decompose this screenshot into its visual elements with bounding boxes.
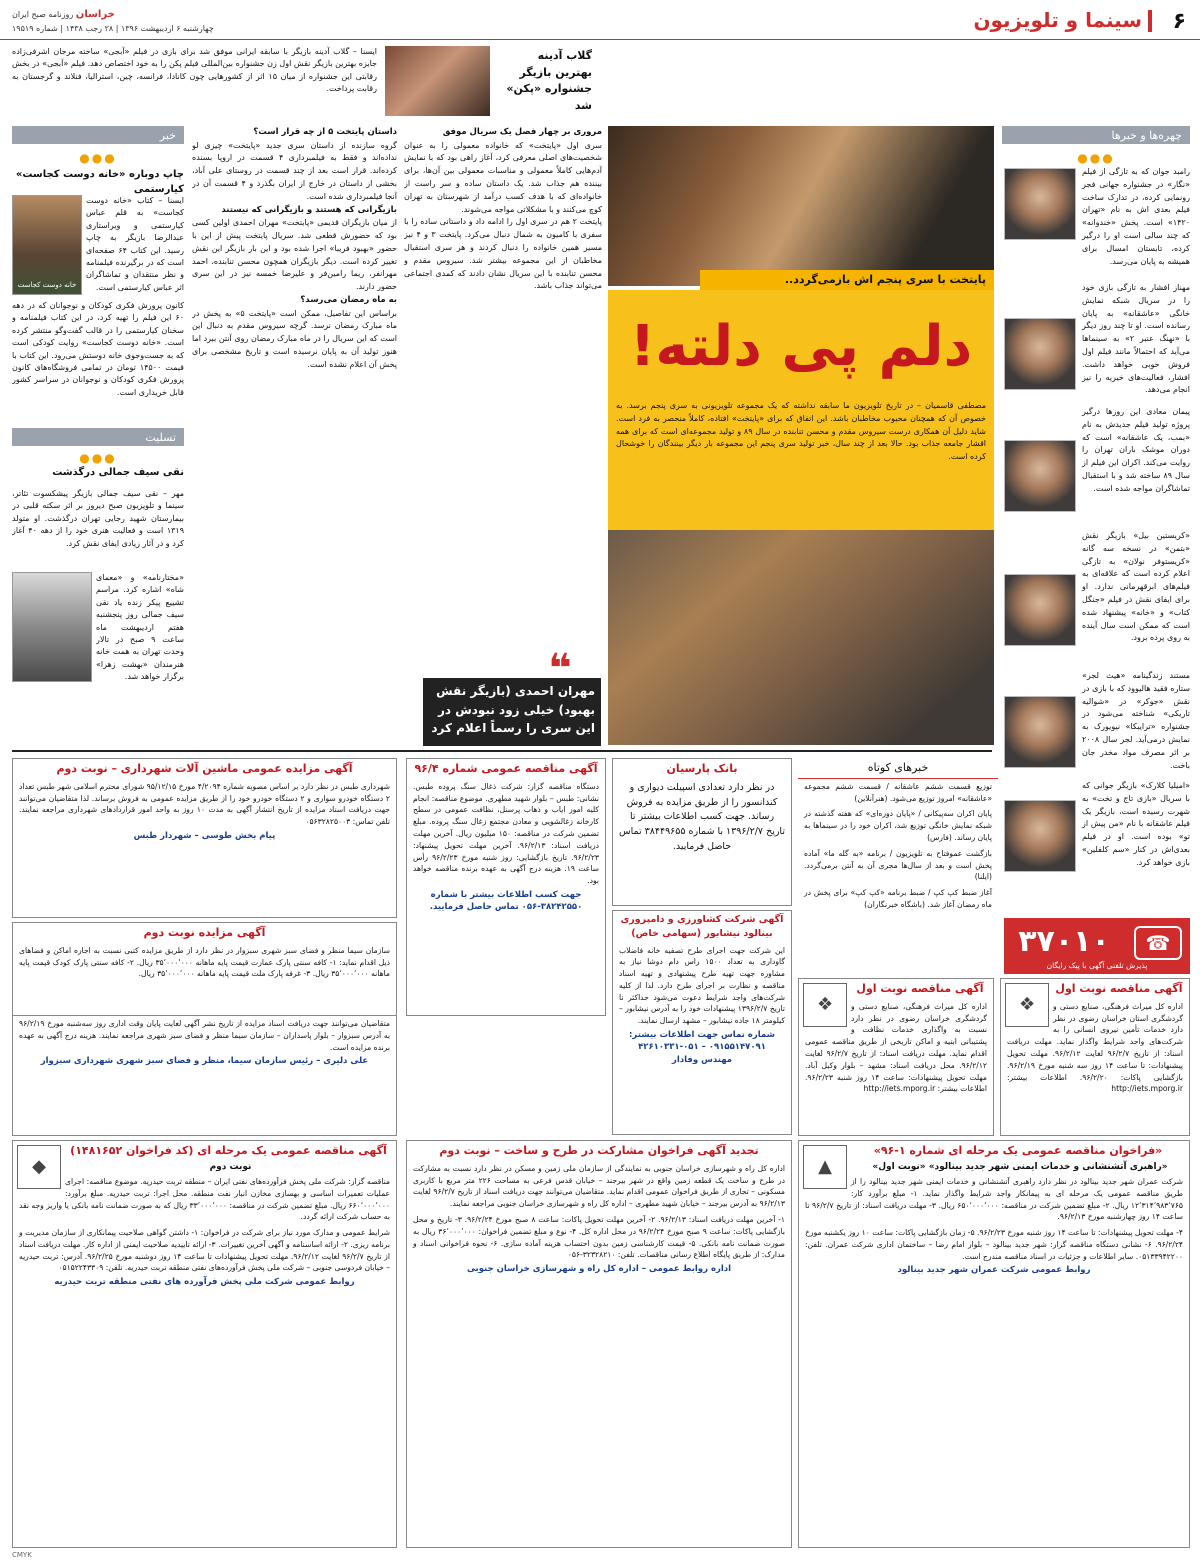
actress-photo: [385, 46, 490, 116]
section-accent-bar: [1148, 10, 1152, 32]
person-photo: [1004, 318, 1076, 390]
ad-auction-sabzevar: [12, 922, 397, 1016]
article-subhead: به ماه رمضان می‌رسد؟: [300, 294, 397, 305]
ad-bank-parsian: [612, 758, 792, 906]
people-dots: ●●●: [1077, 151, 1115, 165]
people-item: «امیلیا کلارک» بازیگر جوانی که با سریال «بازی تاج و تخت» به شهرت رسیده است، بازیگر یک فیلم عاشقانه با نام «من پیش از تو» بوده است. او در فیلم بعدی‌اش در کنار «سم کلفلین» بازی خواهد کرد.: [1082, 781, 1190, 867]
news-body-continued: کانون پرورش فکری کودکان و نوجوانان که در دهه ۶۰ این فیلم را تهیه کرد، در این کتاب فیلمنامه و سخنان کیارستمی را در قالب گفت‌وگو منتشر کرده است. «خانه دوست کجاست» روایت کودکی است که به جست‌وجوی خانه دوستش می‌رود. این کتاب با قیمت ۱۴۵۰۰ تومان در تمامی فروشگاه‌های کانون پرورش فکری کودکان و نوجوانان در سراسر کشور قابل خریداری است.: [12, 301, 184, 397]
book-cover-photo: [12, 195, 82, 295]
feature-top-photo: [608, 126, 994, 286]
heritage-logo-icon: ❖: [803, 983, 847, 1027]
people-item: پیمان معادی این روزها درگیر پروژه تولید فیلم جدیدش به نام «بمب، یک عاشقانه» است که دوران موشک باران تهران را روایت می‌کند. اکران این فیلم از سال ۸۹ ساخته شد و با استقبال تماشاگران مواجه شده است.: [1082, 407, 1190, 493]
ad-body: شرایط عمومی و مدارک مورد نیاز برای شرکت در فراخوان: ۱- داشتن گواهی صلاحیت پیمانکاری از سازمان مدیریت و برنامه ریزی. ۲- ارائه اساسنامه و آگهی آخرین تغییرات. ۳- ارائه تاییدیه صلاحیت ایمنی از اداره کار. مهلت دریافت اسناد از تاریخ ۹۶/۲/۷ لغایت ۹۶/۲/۱۲. مهلت تحویل پیشنهادات تا ساعت ۱۴ روز دوشنبه مورخ ۹۶/۲/۲۵. آدرس: تربت حیدریه – خیابان فردوسی جنوبی – شرکت ملی پخش فرآورده‌های نفتی منطقه تربت حیدریه. تلفن: ۰۵۱۵۲۲۴۳۳۰۹: [19, 1228, 390, 1273]
short-news-head: خبرهای کوتاه: [798, 758, 998, 779]
ad-tender-heritage-b: [1000, 978, 1190, 1136]
top-news-title: گلاب آدینه بهترین بازیگر جشنواره «پکن» شد: [506, 49, 592, 112]
ad-body: در نظر دارد تعدادی اسپیلت دیواری و کندانسور را از طریق مزایده به فروش رساند. جهت کسب اطلاعات بیشتر تا تاریخ ۱۳۹۶/۲/۷ با شماره ۳۸۴۴۹۶۵۵ تماس حاصل فرمایید.: [619, 781, 785, 852]
ad-body: شرکت عمران شهر جدید بینالود در نظر دارد راهبری آتشنشانی و خدمات ایمنی شهر جدید بینالود را از طریق مناقصه عمومی یک مرحله ای به پیمانکار واجد شرایط واگذار نماید. ۱- مبلغ برآورد کار: ۱۲٬۳۱۴٬۹۸۳٬۷۶۵ ریال. ۲- مبلغ تضمین شرکت در مناقصه: ۶۵۰٬۰۰۰٬۰۰۰ ریال. ۳- مهلت دریافت اسناد: از تاریخ ۹۶/۲/۷ تا ساعت ۱۴ روز چهارشنبه مورخ ۹۶/۲/۱۳.: [805, 1176, 1183, 1222]
person-photo: [1004, 800, 1076, 872]
ad-title: آگهی مناقصه نوبت اول: [1055, 982, 1183, 995]
people-item: رامبد جوان که به تازگی از فیلم «نگار» در جشنواره جهانی فجر رونمایی کرده، در تدارک ساخت فیلم بعدی اش به نام «تهران ۱۴۲۰» است. پخش «خندوانه» که چند سالی است او را درگیر کرده، تابستان امسال برای همیشه به پایان می‌رسد.: [1082, 167, 1190, 266]
section-divider: [12, 750, 992, 752]
short-news-item: پایان اکران سه‌پیکانی / «پایان دوره‌ای» که هفته گذشته در شبکه نمایش خانگی توزیع شد، اکران خود را در سینماها به پایان رساند. (فارس): [804, 809, 992, 842]
article-paragraph: از میان بازیگران قدیمی «پایتخت» مهران احمدی اولین کسی بود که حضورش قطعی شد. سریال پایتخت پیش از این با حضور «بهبود فریبا» اجرا شده بود و این بار بازیگر این نقش تغییر کرده است. دیگر بازیگران همچون محسن تنابنده، احمد مهرانفر، ریما رامین‌فر و علیرضا خمسه نیز در این سری حضور دارند.: [192, 218, 397, 292]
ad-binaloud-agri: [612, 910, 792, 1135]
brand-subtitle: روزنامه صبح ایران: [12, 10, 74, 19]
article-paragraph: براساس این تفاصیل، ممکن است «پایتخت ۵» به پخش در ماه مبارک رمضان نرسد. گرچه سیروس مقدم به دنبال این است که این سریال را در ماه مبارک رمضان روی آنتن ببرد اما هنوز تولید آن به پایان نرسیده است و تاریخ مشخصی برای پخش آن اعلام نشده است.: [192, 308, 397, 369]
condolence-section-head: تسلیت: [12, 428, 184, 446]
person-photo: [1004, 168, 1076, 240]
article-subhead: داستان پایتخت ۵ از چه قرار است؟: [253, 127, 397, 137]
ad-signature: روابط عمومی شرکت ملی پخش فرآورده های نفتی منطقه تربت حیدریه: [54, 1277, 355, 1288]
ad-signature: علی دلیری – رئیس سازمان سیما، منظر و فضای سبز شهری شهرداری سبزوار: [40, 1056, 369, 1067]
ad-body: اداره کل راه و شهرسازی خراسان جنوبی به نمایندگی از سازمان ملی زمین و مسکن در نظر دارد نسبت به مشارکت در طرح و ساخت یک قطعه زمین واقع در شهر بیرجند – خیابان قدس فرعی به مساحت ۲۲۶ متر مربع با کاربری مسکونی – تجاری از طریق فراخوان عمومی اقدام نماید. متقاضیان می‌توانند جهت دریافت اسناد از تاریخ ۹۶/۲/۷ لغایت ۹۶/۲/۱۳ به آدرس بیرجند – خیابان شهید مطهری – اداره کل راه و شهرسازی خراسان جنوبی مراجعه نمایند.: [413, 1163, 785, 1209]
news-body: ایسنا – کتاب «خانه دوست کجاست» به قلم عباس کیارستمی و ویراستاری عبدالرضا بازیگر به چاپ رسید. این کتاب ۶۴ صفحه‌ای است که در برگیرنده فیلمنامه و نظر منتقدان و تماشاگران اثر عباس کیارستمی است.: [86, 196, 184, 292]
ad-body: شهرداری طبس در نظر دارد بر اساس مصوبه شماره ۴/۲۰۹۴ مورخ ۹۵/۱۲/۱۵ شورای محترم اسلامی شهر طبس تعداد ۲ دستگاه خودرو سواری و ۲ دستگاه خودرو خود را از طریق مزایده عمومی به فروش برساند. لذا متقاضیان می‌توانند جهت دریافت اسناد مزایده از تاریخ انتشار آگهی به مدت ۱۰ روز به واحد امور قراردادهای شهرداری مراجعه نمایند. تلفن تماس: ۰۵۶۳۲۸۲۵۰۰۳: [19, 781, 391, 827]
color-registration-mark: CMYK: [12, 1551, 32, 1558]
ad-title: آگهی مزایده عمومی ماشین آلات شهرداری – نوبت دوم: [56, 762, 353, 775]
article-subhead: بازیگرانی که هستند و بازیگرانی که نیستند: [221, 204, 397, 215]
phone-icon: ☎: [1134, 926, 1182, 960]
ad-body: ۴- مهلت تحویل پیشنهادات: تا ساعت ۱۴ روز شنبه مورخ ۹۶/۲/۲۳. ۵- زمان بازگشایی پاکات: ساعت ۱۰ روز یکشنبه مورخ ۹۶/۲/۲۴. ۶- نشانی دستگاه مناقصه گزار: شهر جدید بینالود – بلوار امام رضا – ساختمان اداری شرکت عمران. تلفن: ۰۵۱۳۳۹۴۲۲۰۰. سایر اطلاعات و جزئیات در اسناد مناقصه مندرج است.: [805, 1228, 1184, 1261]
condolence-body-continued: «مختارنامه» و «معمای شاه» اشاره کرد. مراسم تشییع پیکر زنده یاد نقی سیف جمالی روز پنجشنبه هفتم اردیبهشت ماه ساعت ۹ صبح در تالار وحدت تهران به همت خانه هنرمندان «بهشت زهرا» برگزار خواهد شد.: [96, 573, 184, 682]
ad-title: آگهی مناقصه عمومی یک مرحله ای (کد فراخوان ۱۴۸۱۶۵۲): [70, 1144, 387, 1157]
ad-signature: روابط عمومی شرکت عمران شهر جدید بینالود: [897, 1265, 1091, 1276]
ad-body: دستگاه مناقصه گزار: شرکت ذغال سنگ پروده طبس. نشانی: طبس – بلوار شهید مطهری. موضوع مناقصه: انجام کلیه امور ایاب و ذهاب پرسنل، نظافت عمومی در سطح کارخانه زغالشویی و معادن مجتمع زغال سنگ پروده. مبلغ تضمین شرکت در مناقصه: ۱۵۰ میلیون ریال. آخرین مهلت دریافت اسناد: ۹۶/۲/۱۳. آخرین مهلت تحویل پیشنهاد: ۹۶/۲/۲۳. تاریخ بازگشایی: روز شنبه مورخ ۹۶/۲/۲۳ رأس ساعت ۱۹. هزینه درج آگهی به عهده برنده مناقصه خواهد بود.: [413, 781, 600, 886]
feature-kicker: پایتخت با سری پنجم اش بازمی‌گردد..: [700, 270, 994, 290]
feature-headline: دلم پی دلته!: [629, 314, 973, 379]
ad-auction-sabzevar-continued: [12, 1016, 397, 1136]
top-news-body: ایسنا – گلاب آدینه بازیگر با سابقه ایرانی موفق شد برای بازی در فیلم «آبجی» ساخته مرجان اشرفی‌زاده جایزه بهترین بازیگر نقش اول زن جشنواره بین‌المللی فیلم پکن را به خود اختصاص دهد. فیلم «آبجی» در بخش رقابتی این جشنواره از میان ۱۵ اثر از کشورهایی چون کانادا، فرانسه، چین، استرالیا، فنلاند و گرجستان به رقابت پرداخت.: [12, 47, 377, 94]
ad-signature: اداره روابط عمومی – اداره کل راه و شهرسازی خراسان جنوبی: [466, 1264, 732, 1275]
ad-body: اداره کل میراث فرهنگی، صنایع دستی و گردشگری خراسان رضوی در نظر دارد نسبت به واگذاری خدمات نظافت و پشتیبانی ابنیه و اماکن تاریخی از طریق مناقصه عمومی اقدام نماید. مهلت دریافت اسناد: از تاریخ ۹۶/۲/۷ لغایت ۹۶/۲/۱۲. محل دریافت اسناد: مشهد – بلوار وکیل آباد. مهلت تحویل پیشنهادات: ساعت ۱۴ روز شنبه ۹۶/۲/۲۳. اطلاعات بیشتر: http://iets.mporg.ir: [805, 1001, 987, 1094]
people-item: «کریستین بیل» بازیگر نقش «بتمن» در نسخه سه گانه «کریستوفر نولان» به تازگی اعلام کرده است که علاقه‌ای به فیلم‌های ابرقهرمانی ندارد. او برای ایفای نقش در فیلم «جنگل کتاب» و «خانه» پیشنهاد شده است که ممکن است سال آینده به روی پرده برود.: [1082, 531, 1190, 643]
news-section-head: خبر: [12, 126, 184, 144]
person-photo: [1004, 696, 1076, 768]
section-title: سینما و تلویزیون: [973, 8, 1142, 32]
article-paragraph: گروه سازنده از داستان سری جدید «پایتخت» چیزی لو نداده‌اند و فقط به فیلمبرداری ۴ قسمت در اروپا بسنده کرده‌اند. قرار است بعد از چند قسمت در روستای علی آباد، بخشی از داستان در خارج از ایران بگذرد و ۴ قسمت آن در آنجا فیلمبرداری شده است.: [192, 140, 397, 201]
ad-body: اداره کل میراث فرهنگی، صنایع دستی و گردشگری استان خراسان رضوی در نظر دارد خدمات تأمین نیروی انسانی را به شرکت‌های واجد شرایط واگذار نماید. مهلت دریافت اسناد: از تاریخ ۹۶/۲/۷ لغایت ۹۶/۲/۱۲. مهلت تحویل پیشنهادات: تا ساعت ۱۴ روز سه شنبه مورخ ۹۶/۲/۱۹. بازگشایی پاکات: ۹۶/۲/۲۰. اطلاعات بیشتر: http://iets.mporg.ir: [1007, 1001, 1183, 1094]
ad-tender-coal: [406, 758, 606, 1016]
article-paragraph: سری اول «پایتخت» که خانواده معمولی را به عنوان شخصیت‌های اصلی معرفی کرد، آغاز راهی بود که با نمایش آدم‌هایی کاملاً معمولی و مناسبات معمولی بین آن‌ها، برای بیننده هم جذاب شد. یک داستان ساده و سر راست از خانواده‌ای که با هدف کسب درآمد از شهرستان به تهران کوچ می‌کنند و با مشکلاتی مواجه می‌شوند.: [404, 140, 602, 214]
condolence-title: نقی سیف جمالی درگذشت: [52, 467, 184, 478]
short-news-item: آغاز ضبط کپ کپ / ضبط برنامه «کپ کپ» برای پخش در ماه رمضان آغاز شد. (باشگاه خبرنگاران): [804, 888, 992, 909]
ad-title: تجدید آگهی فراخوان مشارکت در طرح و ساخت – نوبت دوم: [439, 1144, 759, 1157]
ad-tender-heritage-a: [798, 978, 994, 1136]
article-column-b: [404, 126, 602, 646]
news-dots: ●●●: [79, 151, 117, 165]
short-news-item: توزیع قسمت ششم عاشقانه / قسمت ششم مجموعه «عاشقانه» امروز توزیع می‌شود. (هنرآنلاین): [804, 781, 992, 803]
binaloud-logo-icon: ▲: [803, 1145, 847, 1189]
ad-title: آگهی مزایده نوبت دوم: [143, 926, 266, 939]
phone-number: ۳۷۰۱۰: [1018, 924, 1110, 959]
people-section-head: چهره‌ها و خبرها: [1002, 126, 1190, 144]
condolence-dots: ●●●: [79, 451, 117, 465]
book-cover-caption: خانه دوست کجاست: [17, 280, 77, 289]
news-title: چاپ دوباره «خانه دوست کجاست» کیارستمی: [15, 169, 184, 195]
ad-title: «فراخوان مناقصه عمومی یک مرحله ای شماره ۱-۹۶»: [873, 1144, 1163, 1157]
masthead: [12, 8, 342, 34]
heritage-logo-icon: ❖: [1005, 983, 1049, 1027]
phone-caption: پذیرش تلفنی آگهی با پیک رایگان: [1046, 961, 1148, 971]
ad-title: آگهی مناقصه عمومی شماره ۹۶/۴: [414, 762, 598, 775]
ad-title: آگهی مناقصه نوبت اول: [856, 982, 984, 995]
brand-name: خراسان: [75, 9, 115, 20]
ad-call-roads: [406, 1140, 792, 1548]
ad-signature: پیام بخش طوسی – شهردار طبس: [133, 831, 276, 841]
article-paragraph: پایتخت ۲ هم در سری اول را ادامه داد و داستانی ساده را با سفری با کامیون به شمال دنبال می‌کرد. پایتخت ۳ و ۴ نیز مسیر همین خانواده را دنبال کردند و هر سری استقبال مخاطبان از این مجموعه بیشتر شد. سیروس مقدم و محسن تنابنده با این سریال نشان دادند که کمدی اجتماعی می‌تواند جذاب باشد.: [404, 217, 602, 291]
person-photo: [1004, 440, 1076, 512]
page-number: ۶: [1172, 9, 1186, 34]
ad-body: سازمان سیما منظر و فضای سبز شهری سبزوار در نظر دارد از طریق مزایده کتبی نسبت به اجاره اماکن و فضاهای ذیل اقدام نماید: ۱- کافه سنتی پارک عمارت قیمت پایه ماهانه ۳۵٬۰۰۰٬۰۰۰ ریال. ۲- کافه سنتی پارک کودک قیمت پایه ماهانه ۳۵٬۰۰۰٬۰۰۰ ریال. ۳- غرفه پارک ملت قیمت پایه ماهانه ۳۵٬۰۰۰٬۰۰۰ ریال.: [19, 945, 390, 979]
ad-contact: شماره تماس جهت اطلاعات بیشتر: ۰۹۱۵۵۱۴۷۰۹۱ – ۰۵۱-۴۲۶۱۰۳۳۱ مهندس وفادار: [629, 1029, 775, 1065]
article-column-a: [192, 126, 397, 746]
ad-body: ۱- آخرین مهلت دریافت اسناد: ۹۶/۲/۱۳. ۲- آخرین مهلت تحویل پاکات: ساعت ۸ صبح مورخ ۹۶/۲/۲۴. ۳- تاریخ و محل بازگشایی پاکات: ساعت ۹ صبح مورخ ۹۶/۲/۲۴ در محل اداره کل. ۴- نوع و مبلغ تضمین فراخوان: ۳۶٬۰۰۰٬۰۰۰ ریال به صورت ضمانت نامه بانکی. ۵- قیمت کارشناسی زمین بدون احتساب هزینه آماده سازی. ۶- نحوه فراخوانی اسناد و مدارک: از طریق پایگاه اطلاع رسانی مناقصات. تلفن: ۳۲۳۲۸۲۱۰-۰۵۶: [413, 1215, 785, 1260]
ad-tender-binaloud: [798, 1140, 1190, 1548]
actor-portrait-photo: [12, 572, 92, 682]
ad-body: این شرکت جهت اجرای طرح تصفیه خانه فاضلاب گاوداری به تعداد ۱۵۰۰ راس دام دوشا نیاز به مشاوره جهت تهیه طرح پیشنهادی و تهیه اسناد مناقصه و نظارت بر اجرای طرح دارد. لذا از کلیه شرکت‌های واجد شرایط دعوت می‌شود حداکثر تا تاریخ ۱۳۹۶/۲/۷ پیشنهادات خود را به آدرس نیشابور – کیلومتر ۱۸ جاده نیشابور – مشهد ارسال نمایند.: [619, 945, 785, 1026]
ad-contact: جهت کسب اطلاعات بیشتر با شماره ۳۸۲۴۲۵۵۰-۰۵۶ تماس حاصل فرمایید.: [429, 889, 583, 913]
feature-bottom-photo: [608, 530, 994, 745]
quote-mark-icon: ❝: [548, 646, 572, 674]
ad-title: آگهی شرکت کشاورزی و دامپروری بینالود نیشابور (سهامی خاص): [620, 914, 784, 939]
ad-auction-tabas: [12, 758, 397, 918]
people-item: مهناز افشار به تازگی بازی خود را در سریال شبکه نمایش خانگی «عاشقانه» به پایان رسانده است. او تا چند روز دیگر با «نهنگ عنبر ۲» به سینماها می‌آید که احتمالاً مانند فیلم اول فروش خوبی خواهد داشت. افشار، فعالیت‌های خیریه را نیز انجام می‌دهد.: [1082, 283, 1190, 395]
ad-subtitle: نوبت دوم: [209, 1161, 252, 1172]
ad-subtitle: «راهبری آتشنشانی و خدمات ایمنی شهر جدید بینالود» «نوبت اول»: [872, 1161, 1168, 1172]
article-subhead: مروری بر چهار فصل یک سریال موفق: [442, 127, 602, 137]
ad-body: مناقصه گزار: شرکت ملی پخش فرآورده‌های نفتی ایران – منطقه تربت حیدریه. موضوع مناقصه: اجرای عملیات تعمیرات اساسی و بهسازی مخازن انبار نفت منطقه. محل اجرا: تربت حیدریه. مبلغ برآورد: ۶۶۰٬۰۰۰٬۰۰۰ ریال. مبلغ تضمین شرکت در مناقصه: ۳۳٬۰۰۰٬۰۰۰ ریال که به صورت ضمانت نامه بانکی یا واریز وجه نقد به حساب شرکت ارائه گردد.: [19, 1176, 390, 1222]
dateline: چهارشنبه ۶ اردیبهشت ۱۳۹۶ | ۲۸ رجب ۱۴۳۸ | شماره ۱۹۵۱۹: [12, 23, 214, 33]
short-news-box: [798, 758, 998, 970]
phone-ad-banner: [1004, 918, 1190, 974]
short-news-item: بازگشت عموفتاح به تلویزیون / برنامه «به گله ما» آماده پخش است و بعد از سال‌ها مجری آن به آنتن برمی‌گردد. (ایلنا): [804, 848, 992, 882]
pull-quote: مهران احمدی (بازیگر نقش بهبود) خیلی زود نبودش در این سری را رسماً اعلام کرد: [423, 678, 601, 746]
condolence-body: مهر – نقی سیف جمالی بازیگر پیشکسوت تئاتر، سینما و تلویزیون صبح دیروز بر اثر سکته قلبی در بیمارستان شهید رجایی تهران درگذشت. او متولد ۱۳۱۹ است و فعالیت هنری خود را از دهه ۴۰ آغاز کرد و در آثار زیادی ایفای نقش کرد.: [12, 489, 184, 548]
oil-company-logo-icon: ◆: [17, 1145, 61, 1189]
ad-tender-oil: [12, 1140, 397, 1548]
people-item: مستند زندگینامه «هیث لجر» ستاره فقید هالیوود که با بازی در نقش «جوکر» در «شوالیه تاریکی» شناخته می‌شود در جشنواره «ترایبکا» نیویورک به نمایش درمی‌آید. لجر سال ۲۰۰۸ بر اثر مصرف مواد مخدر جان باخت.: [1082, 671, 1190, 770]
feature-intro: مصطفی قاسمیان – در تاریخ تلویزیون ما سابقه نداشته که یک مجموعه تلویزیونی به سری پنجم برسد. به خصوص آن که همچنان محبوب مخاطبان باشد. این اتفاق که برای «پایتخت» افتاده، کاملاً منحصر به فرد است. شاید دلیل آن همکاری درست سیروس مقدم و محسن تنابنده در سال ۸۹ و تولید مجموعه‌ای است که برای همه اقشار جامعه جذاب بود. حالا بعد از چند سال، خبر تولید سری پنجم این مجموعه بار دیگر بینندگان را خوشحال کرده است.: [616, 401, 986, 462]
ad-body: متقاضیان می‌توانند جهت دریافت اسناد مزایده از تاریخ نشر آگهی لغایت پایان وقت اداری روز سه‌شنبه مورخ ۹۶/۲/۱۹ به آدرس سبزوار – بلوار پاسداران – سازمان سیما منظر و فضای سبز شهری مراجعه نمایند. هزینه درج آگهی به عهده برنده مزایده است.: [19, 1019, 390, 1052]
ad-title: بانک پارسیان: [666, 762, 738, 775]
person-photo: [1004, 574, 1076, 646]
